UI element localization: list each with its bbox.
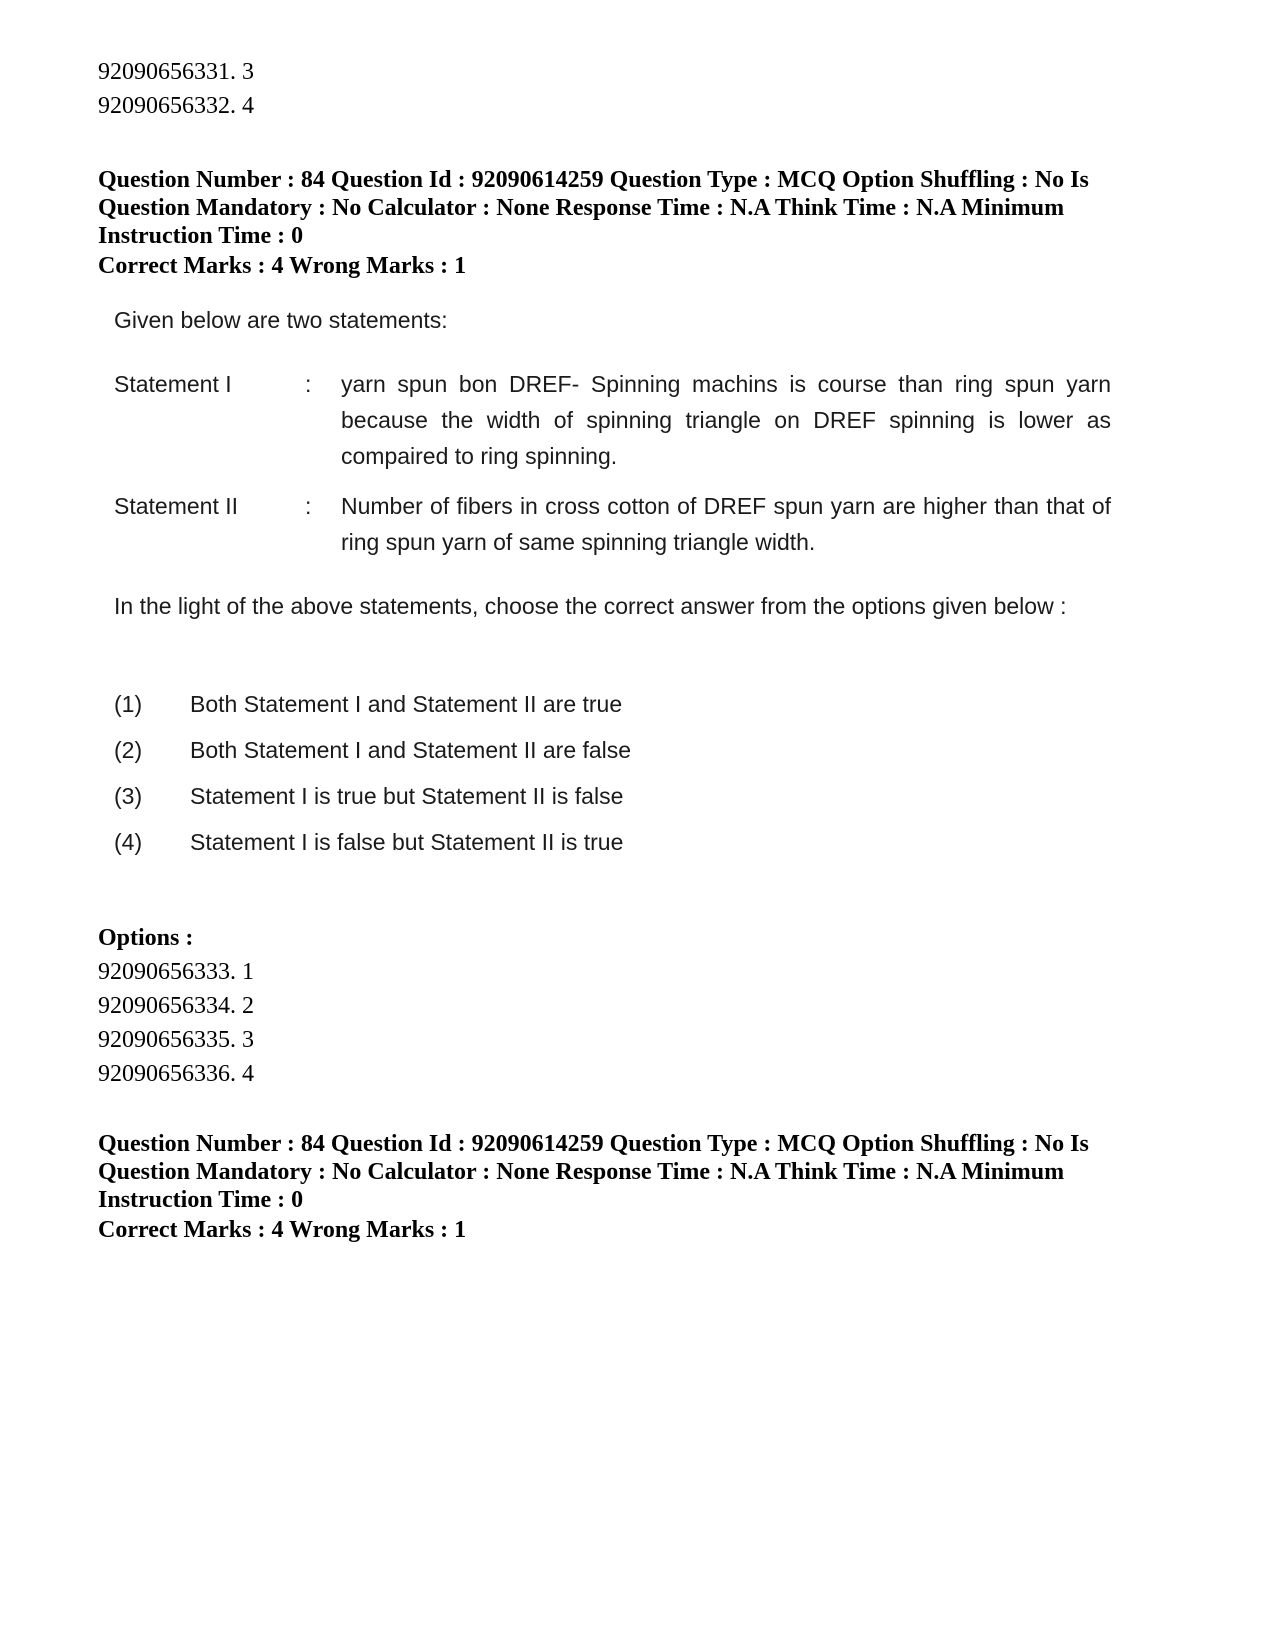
- next-question-marks: Correct Marks : 4 Wrong Marks : 1: [98, 1217, 467, 1243]
- question-instruction: In the light of the above statements, choose the correct answer from the options given below :: [114, 593, 1067, 619]
- option-item-1: 92090656333. 1: [98, 959, 254, 985]
- prev-option-4: 92090656332. 4: [98, 93, 254, 119]
- choice-3-text: Statement I is true but Statement II is false: [190, 783, 624, 809]
- statement-2-text: Number of fibers in cross cotton of DREF spun yarn are higher than that of ring spun yarn of same spinning triangle width.: [341, 493, 1111, 555]
- question-intro: Given below are two statements:: [114, 307, 448, 333]
- statement-1-colon: :: [305, 371, 312, 397]
- statement-1-label: Statement I: [114, 371, 232, 397]
- option-item-2: 92090656334. 2: [98, 993, 254, 1019]
- question-header: Question Number : 84 Question Id : 92090614259 Question Type : MCQ Option Shuffling : No Is Question Mandatory : No Calculator : None Response Time : N.A Think Time : N.A Minimum Instruction Time : 0: [98, 167, 1089, 249]
- choice-2-number: (2): [114, 737, 143, 763]
- choice-1-text: Both Statement I and Statement II are true: [190, 691, 623, 717]
- choice-1-number: (1): [114, 691, 143, 717]
- statement-1-text: yarn spun bon DREF- Spinning machins is course than ring spun yarn because the width of spinning triangle on DREF spinning is lower as compaired to ring spinning.: [341, 371, 1111, 469]
- statement-2-colon: :: [305, 493, 312, 519]
- choice-3-number: (3): [114, 783, 143, 809]
- options-label: Options :: [98, 925, 194, 951]
- question-marks: Correct Marks : 4 Wrong Marks : 1: [98, 253, 467, 279]
- prev-option-3: 92090656331. 3: [98, 59, 254, 85]
- option-item-3: 92090656335. 3: [98, 1027, 254, 1053]
- choice-2-text: Both Statement I and Statement II are false: [190, 737, 632, 763]
- statement-2-label: Statement II: [114, 493, 239, 519]
- option-item-4: 92090656336. 4: [98, 1061, 254, 1087]
- choice-4-text: Statement I is false but Statement II is true: [190, 829, 624, 855]
- choice-4-number: (4): [114, 829, 143, 855]
- next-question-header: Question Number : 84 Question Id : 92090614259 Question Type : MCQ Option Shuffling : No Is Question Mandatory : No Calculator : None Response Time : N.A Think Time : N.A Minimum Instruction Time : 0: [98, 1131, 1089, 1213]
